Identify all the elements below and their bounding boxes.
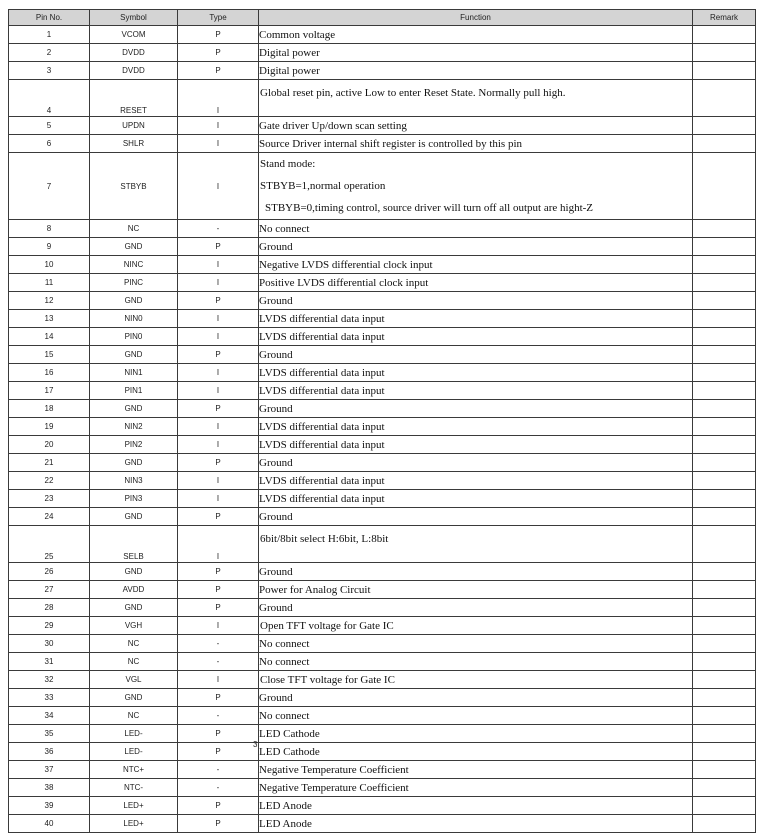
- symbol-cell: VGH: [90, 617, 178, 635]
- pin-number-cell: 32: [9, 671, 90, 689]
- header-pin-no: Pin No.: [9, 10, 90, 26]
- function-cell: Open TFT voltage for Gate IC: [259, 617, 693, 635]
- type-cell: P: [178, 743, 259, 761]
- remark-cell: [693, 117, 756, 135]
- header-symbol: Symbol: [90, 10, 178, 26]
- remark-cell: [693, 310, 756, 328]
- function-cell: Ground: [259, 454, 693, 472]
- remark-cell: [693, 581, 756, 599]
- table-row: [9, 797, 756, 815]
- function-cell: Negative LVDS differential clock input: [259, 256, 693, 274]
- table-row: [9, 653, 756, 671]
- type-cell: I: [178, 418, 259, 436]
- remark-cell: [693, 26, 756, 44]
- pin-number-cell: 9: [9, 238, 90, 256]
- function-cell: LED Cathode: [259, 725, 693, 743]
- symbol-cell: GND: [90, 599, 178, 617]
- symbol-cell: PIN1: [90, 382, 178, 400]
- symbol-cell: RESET: [90, 80, 178, 117]
- type-cell: I: [178, 617, 259, 635]
- function-cell: Gate driver Up/down scan setting: [259, 117, 693, 135]
- type-cell: P: [178, 563, 259, 581]
- symbol-cell: NIN2: [90, 418, 178, 436]
- symbol-cell: AVDD: [90, 581, 178, 599]
- remark-cell: [693, 815, 756, 833]
- function-cell: Ground: [259, 508, 693, 526]
- remark-cell: [693, 382, 756, 400]
- function-line: STBYB=0,timing control, source driver will turn off all output are hight-Z: [265, 202, 594, 214]
- type-cell: I: [178, 135, 259, 153]
- type-cell: P: [178, 400, 259, 418]
- table-row: [9, 153, 756, 220]
- type-cell: -: [178, 653, 259, 671]
- symbol-cell: NIN3: [90, 472, 178, 490]
- symbol-cell: NC: [90, 707, 178, 725]
- table-row: [9, 581, 756, 599]
- type-cell: P: [178, 346, 259, 364]
- type-cell: P: [178, 725, 259, 743]
- table-row: [9, 346, 756, 364]
- type-cell: I: [178, 153, 259, 220]
- symbol-cell: VGL: [90, 671, 178, 689]
- type-cell: P: [178, 62, 259, 80]
- type-cell: -: [178, 635, 259, 653]
- function-cell: No connect: [259, 220, 693, 238]
- pin-number-cell: 5: [9, 117, 90, 135]
- function-cell: Digital power: [259, 44, 693, 62]
- table-row: [9, 117, 756, 135]
- pin-number-cell: 1: [9, 26, 90, 44]
- remark-cell: [693, 526, 756, 563]
- table-row: [9, 400, 756, 418]
- table-row: [9, 238, 756, 256]
- type-cell: -: [178, 220, 259, 238]
- pin-number-cell: 8: [9, 220, 90, 238]
- remark-cell: [693, 256, 756, 274]
- remark-cell: [693, 346, 756, 364]
- remark-cell: [693, 328, 756, 346]
- table-row: [9, 310, 756, 328]
- pin-number-cell: 25: [9, 526, 90, 563]
- type-cell: I: [178, 490, 259, 508]
- type-cell: P: [178, 815, 259, 833]
- remark-cell: [693, 671, 756, 689]
- table-row: [9, 364, 756, 382]
- type-cell: -: [178, 779, 259, 797]
- remark-cell: [693, 80, 756, 117]
- pin-number-cell: 22: [9, 472, 90, 490]
- page-number: 3: [253, 740, 258, 749]
- function-cell: No connect: [259, 653, 693, 671]
- remark-cell: [693, 707, 756, 725]
- remark-cell: [693, 563, 756, 581]
- pin-number-cell: 31: [9, 653, 90, 671]
- symbol-cell: NC: [90, 220, 178, 238]
- pin-number-cell: 36: [9, 743, 90, 761]
- function-cell: 6bit/8bit select H:6bit, L:8bit: [259, 526, 693, 563]
- function-cell: LVDS differential data input: [259, 364, 693, 382]
- function-cell: Digital power: [259, 62, 693, 80]
- remark-cell: [693, 62, 756, 80]
- pin-number-cell: 37: [9, 761, 90, 779]
- remark-cell: [693, 743, 756, 761]
- pin-number-cell: 38: [9, 779, 90, 797]
- function-cell: LVDS differential data input: [259, 310, 693, 328]
- symbol-cell: STBYB: [90, 153, 178, 220]
- table-row: [9, 328, 756, 346]
- pin-number-cell: 14: [9, 328, 90, 346]
- function-cell: Negative Temperature Coefficient: [259, 779, 693, 797]
- function-line: Stand mode:: [260, 158, 316, 170]
- pin-number-cell: 26: [9, 563, 90, 581]
- symbol-cell: DVDD: [90, 62, 178, 80]
- function-cell: [259, 153, 693, 220]
- remark-cell: [693, 400, 756, 418]
- header-remark: Remark: [693, 10, 756, 26]
- type-cell: P: [178, 26, 259, 44]
- table-row: [9, 256, 756, 274]
- pin-number-cell: 24: [9, 508, 90, 526]
- header-function: Function: [259, 10, 693, 26]
- table-row: [9, 779, 756, 797]
- remark-cell: [693, 44, 756, 62]
- table-row: [9, 454, 756, 472]
- remark-cell: [693, 779, 756, 797]
- pin-number-cell: 15: [9, 346, 90, 364]
- symbol-cell: PINC: [90, 274, 178, 292]
- remark-cell: [693, 725, 756, 743]
- remark-cell: [693, 292, 756, 310]
- type-cell: P: [178, 599, 259, 617]
- symbol-cell: UPDN: [90, 117, 178, 135]
- type-cell: I: [178, 117, 259, 135]
- symbol-cell: GND: [90, 346, 178, 364]
- symbol-cell: GND: [90, 238, 178, 256]
- type-cell: I: [178, 328, 259, 346]
- pin-number-cell: 21: [9, 454, 90, 472]
- function-cell: LED Anode: [259, 797, 693, 815]
- function-cell: Ground: [259, 689, 693, 707]
- symbol-cell: NC: [90, 635, 178, 653]
- table-row: [9, 671, 756, 689]
- function-cell: Ground: [259, 292, 693, 310]
- table-row: [9, 635, 756, 653]
- symbol-cell: GND: [90, 508, 178, 526]
- symbol-cell: SHLR: [90, 135, 178, 153]
- symbol-cell: NTC-: [90, 779, 178, 797]
- pin-number-cell: 10: [9, 256, 90, 274]
- type-cell: P: [178, 797, 259, 815]
- function-cell: Ground: [259, 346, 693, 364]
- remark-cell: [693, 635, 756, 653]
- symbol-cell: NC: [90, 653, 178, 671]
- function-cell: Ground: [259, 400, 693, 418]
- symbol-cell: GND: [90, 689, 178, 707]
- pin-number-cell: 40: [9, 815, 90, 833]
- remark-cell: [693, 797, 756, 815]
- function-cell: LVDS differential data input: [259, 490, 693, 508]
- table-header-row: [9, 10, 756, 26]
- table-row: [9, 725, 756, 743]
- table-row: [9, 563, 756, 581]
- type-cell: I: [178, 274, 259, 292]
- pin-number-cell: 18: [9, 400, 90, 418]
- function-cell: LVDS differential data input: [259, 382, 693, 400]
- symbol-cell: NINC: [90, 256, 178, 274]
- function-line: STBYB=1,normal operation: [260, 180, 386, 192]
- type-cell: P: [178, 238, 259, 256]
- remark-cell: [693, 454, 756, 472]
- pin-number-cell: 23: [9, 490, 90, 508]
- type-cell: I: [178, 472, 259, 490]
- pin-number-cell: 20: [9, 436, 90, 454]
- function-cell: Close TFT voltage for Gate IC: [259, 671, 693, 689]
- symbol-cell: LED-: [90, 743, 178, 761]
- function-cell: LVDS differential data input: [259, 472, 693, 490]
- remark-cell: [693, 653, 756, 671]
- symbol-cell: GND: [90, 454, 178, 472]
- table-row: [9, 472, 756, 490]
- pin-number-cell: 30: [9, 635, 90, 653]
- function-cell: Ground: [259, 238, 693, 256]
- symbol-cell: SELB: [90, 526, 178, 563]
- remark-cell: [693, 220, 756, 238]
- pin-number-cell: 12: [9, 292, 90, 310]
- function-cell: Ground: [259, 599, 693, 617]
- type-cell: I: [178, 671, 259, 689]
- table-row: [9, 436, 756, 454]
- symbol-cell: NIN1: [90, 364, 178, 382]
- symbol-cell: PIN0: [90, 328, 178, 346]
- function-cell: Global reset pin, active Low to enter Reset State. Normally pull high.: [259, 80, 693, 117]
- remark-cell: [693, 153, 756, 220]
- remark-cell: [693, 689, 756, 707]
- table-row: [9, 274, 756, 292]
- pin-number-cell: 33: [9, 689, 90, 707]
- table-row: [9, 743, 756, 761]
- header-type: Type: [178, 10, 259, 26]
- table-row: [9, 815, 756, 833]
- table-row: [9, 80, 756, 117]
- pin-number-cell: 16: [9, 364, 90, 382]
- remark-cell: [693, 364, 756, 382]
- symbol-cell: GND: [90, 563, 178, 581]
- pin-number-cell: 6: [9, 135, 90, 153]
- type-cell: I: [178, 256, 259, 274]
- type-cell: I: [178, 310, 259, 328]
- type-cell: I: [178, 382, 259, 400]
- symbol-cell: NIN0: [90, 310, 178, 328]
- type-cell: P: [178, 581, 259, 599]
- function-cell: LVDS differential data input: [259, 418, 693, 436]
- pin-number-cell: 11: [9, 274, 90, 292]
- type-cell: I: [178, 436, 259, 454]
- type-cell: P: [178, 44, 259, 62]
- table-row: [9, 135, 756, 153]
- remark-cell: [693, 135, 756, 153]
- pin-number-cell: 2: [9, 44, 90, 62]
- type-cell: -: [178, 707, 259, 725]
- symbol-cell: PIN2: [90, 436, 178, 454]
- type-cell: I: [178, 526, 259, 563]
- type-cell: P: [178, 454, 259, 472]
- function-cell: Ground: [259, 563, 693, 581]
- pin-number-cell: 27: [9, 581, 90, 599]
- function-cell: Negative Temperature Coefficient: [259, 761, 693, 779]
- remark-cell: [693, 238, 756, 256]
- table-row: [9, 508, 756, 526]
- table-row: [9, 490, 756, 508]
- function-cell: LVDS differential data input: [259, 436, 693, 454]
- remark-cell: [693, 436, 756, 454]
- table-row: [9, 761, 756, 779]
- function-cell: Source Driver internal shift register is controlled by this pin: [259, 135, 693, 153]
- table-row: [9, 382, 756, 400]
- type-cell: P: [178, 689, 259, 707]
- symbol-cell: LED-: [90, 725, 178, 743]
- symbol-cell: GND: [90, 400, 178, 418]
- table-row: [9, 599, 756, 617]
- pin-table-body: [9, 26, 756, 833]
- pin-definition-table: [8, 9, 756, 833]
- table-row: [9, 44, 756, 62]
- function-cell: LED Anode: [259, 815, 693, 833]
- pin-number-cell: 4: [9, 80, 90, 117]
- function-cell: LVDS differential data input: [259, 328, 693, 346]
- symbol-cell: LED+: [90, 797, 178, 815]
- symbol-cell: DVDD: [90, 44, 178, 62]
- pin-number-cell: 29: [9, 617, 90, 635]
- pin-number-cell: 28: [9, 599, 90, 617]
- type-cell: P: [178, 292, 259, 310]
- pin-number-cell: 7: [9, 153, 90, 220]
- function-cell: No connect: [259, 635, 693, 653]
- symbol-cell: PIN3: [90, 490, 178, 508]
- function-cell: No connect: [259, 707, 693, 725]
- pin-number-cell: 13: [9, 310, 90, 328]
- symbol-cell: NTC+: [90, 761, 178, 779]
- symbol-cell: LED+: [90, 815, 178, 833]
- pin-number-cell: 35: [9, 725, 90, 743]
- remark-cell: [693, 490, 756, 508]
- function-cell: Positive LVDS differential clock input: [259, 274, 693, 292]
- function-cell: LED Cathode: [259, 743, 693, 761]
- table-row: [9, 526, 756, 563]
- type-cell: I: [178, 80, 259, 117]
- table-row: [9, 617, 756, 635]
- pin-number-cell: 19: [9, 418, 90, 436]
- table-row: [9, 707, 756, 725]
- table-row: [9, 26, 756, 44]
- remark-cell: [693, 761, 756, 779]
- table-row: [9, 292, 756, 310]
- remark-cell: [693, 508, 756, 526]
- remark-cell: [693, 472, 756, 490]
- type-cell: P: [178, 508, 259, 526]
- table-row: [9, 220, 756, 238]
- pin-number-cell: 17: [9, 382, 90, 400]
- function-cell: Common voltage: [259, 26, 693, 44]
- table-row: [9, 62, 756, 80]
- pin-number-cell: 34: [9, 707, 90, 725]
- remark-cell: [693, 599, 756, 617]
- pin-number-cell: 3: [9, 62, 90, 80]
- pin-number-cell: 39: [9, 797, 90, 815]
- table-row: [9, 418, 756, 436]
- symbol-cell: VCOM: [90, 26, 178, 44]
- remark-cell: [693, 617, 756, 635]
- remark-cell: [693, 274, 756, 292]
- type-cell: -: [178, 761, 259, 779]
- function-cell: Power for Analog Circuit: [259, 581, 693, 599]
- symbol-cell: GND: [90, 292, 178, 310]
- type-cell: I: [178, 364, 259, 382]
- remark-cell: [693, 418, 756, 436]
- table-row: [9, 689, 756, 707]
